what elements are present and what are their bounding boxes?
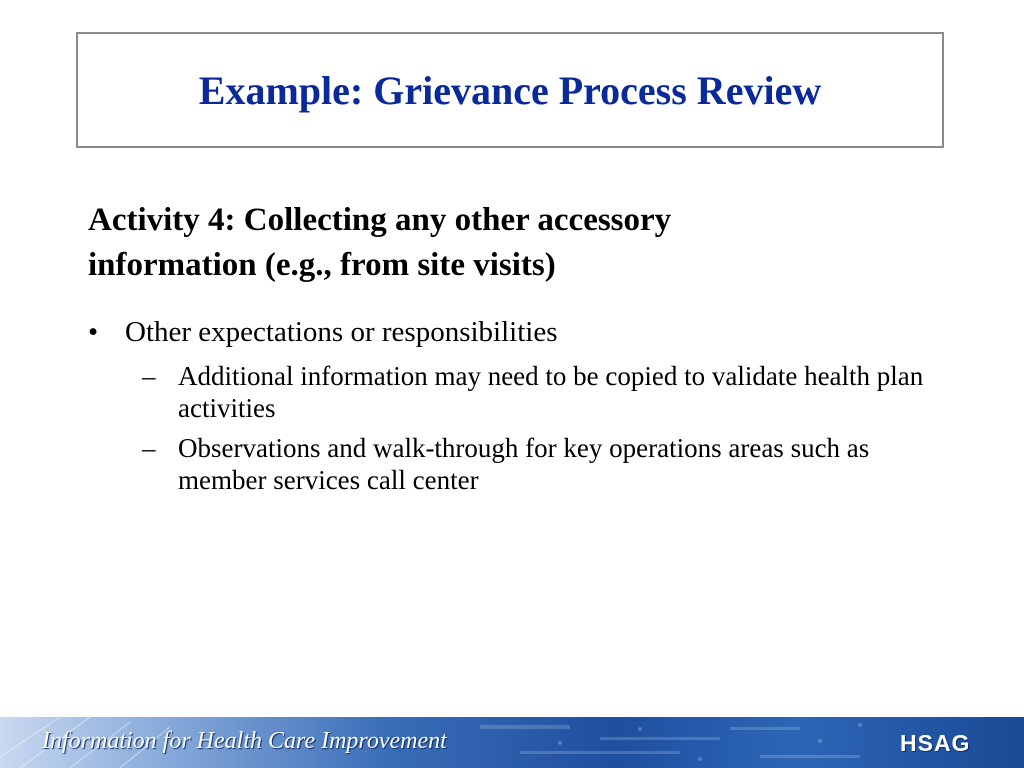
hsag-logo: HSAG <box>900 730 971 756</box>
sub-bullet-text: Additional information may need to be copied to validate health plan activities <box>178 361 924 423</box>
bullet-item <box>88 314 928 350</box>
sub-bullet-marker: – <box>142 361 156 391</box>
sub-bullet-marker: – <box>142 433 156 463</box>
sub-bullet-item <box>88 432 928 496</box>
bullet-text: Other expectations or responsibilities <box>125 316 558 348</box>
activity-heading-line-2: information (e.g., from site visits) <box>88 247 556 283</box>
activity-heading <box>88 198 928 288</box>
footer-banner <box>0 717 1024 768</box>
footer-tagline: Information for Health Care Improvement <box>42 728 447 754</box>
sub-bullet-text: Observations and walk-through for key operations areas such as member services call center <box>178 433 870 495</box>
slide-title: Example: Grievance Process Review <box>198 67 822 113</box>
activity-heading-line-1: Activity 4: Collecting any other accessory <box>88 202 672 238</box>
bullet-marker: • <box>88 316 99 348</box>
title-box <box>76 32 944 148</box>
sub-bullet-item <box>88 360 928 424</box>
bullet-list <box>88 314 928 496</box>
